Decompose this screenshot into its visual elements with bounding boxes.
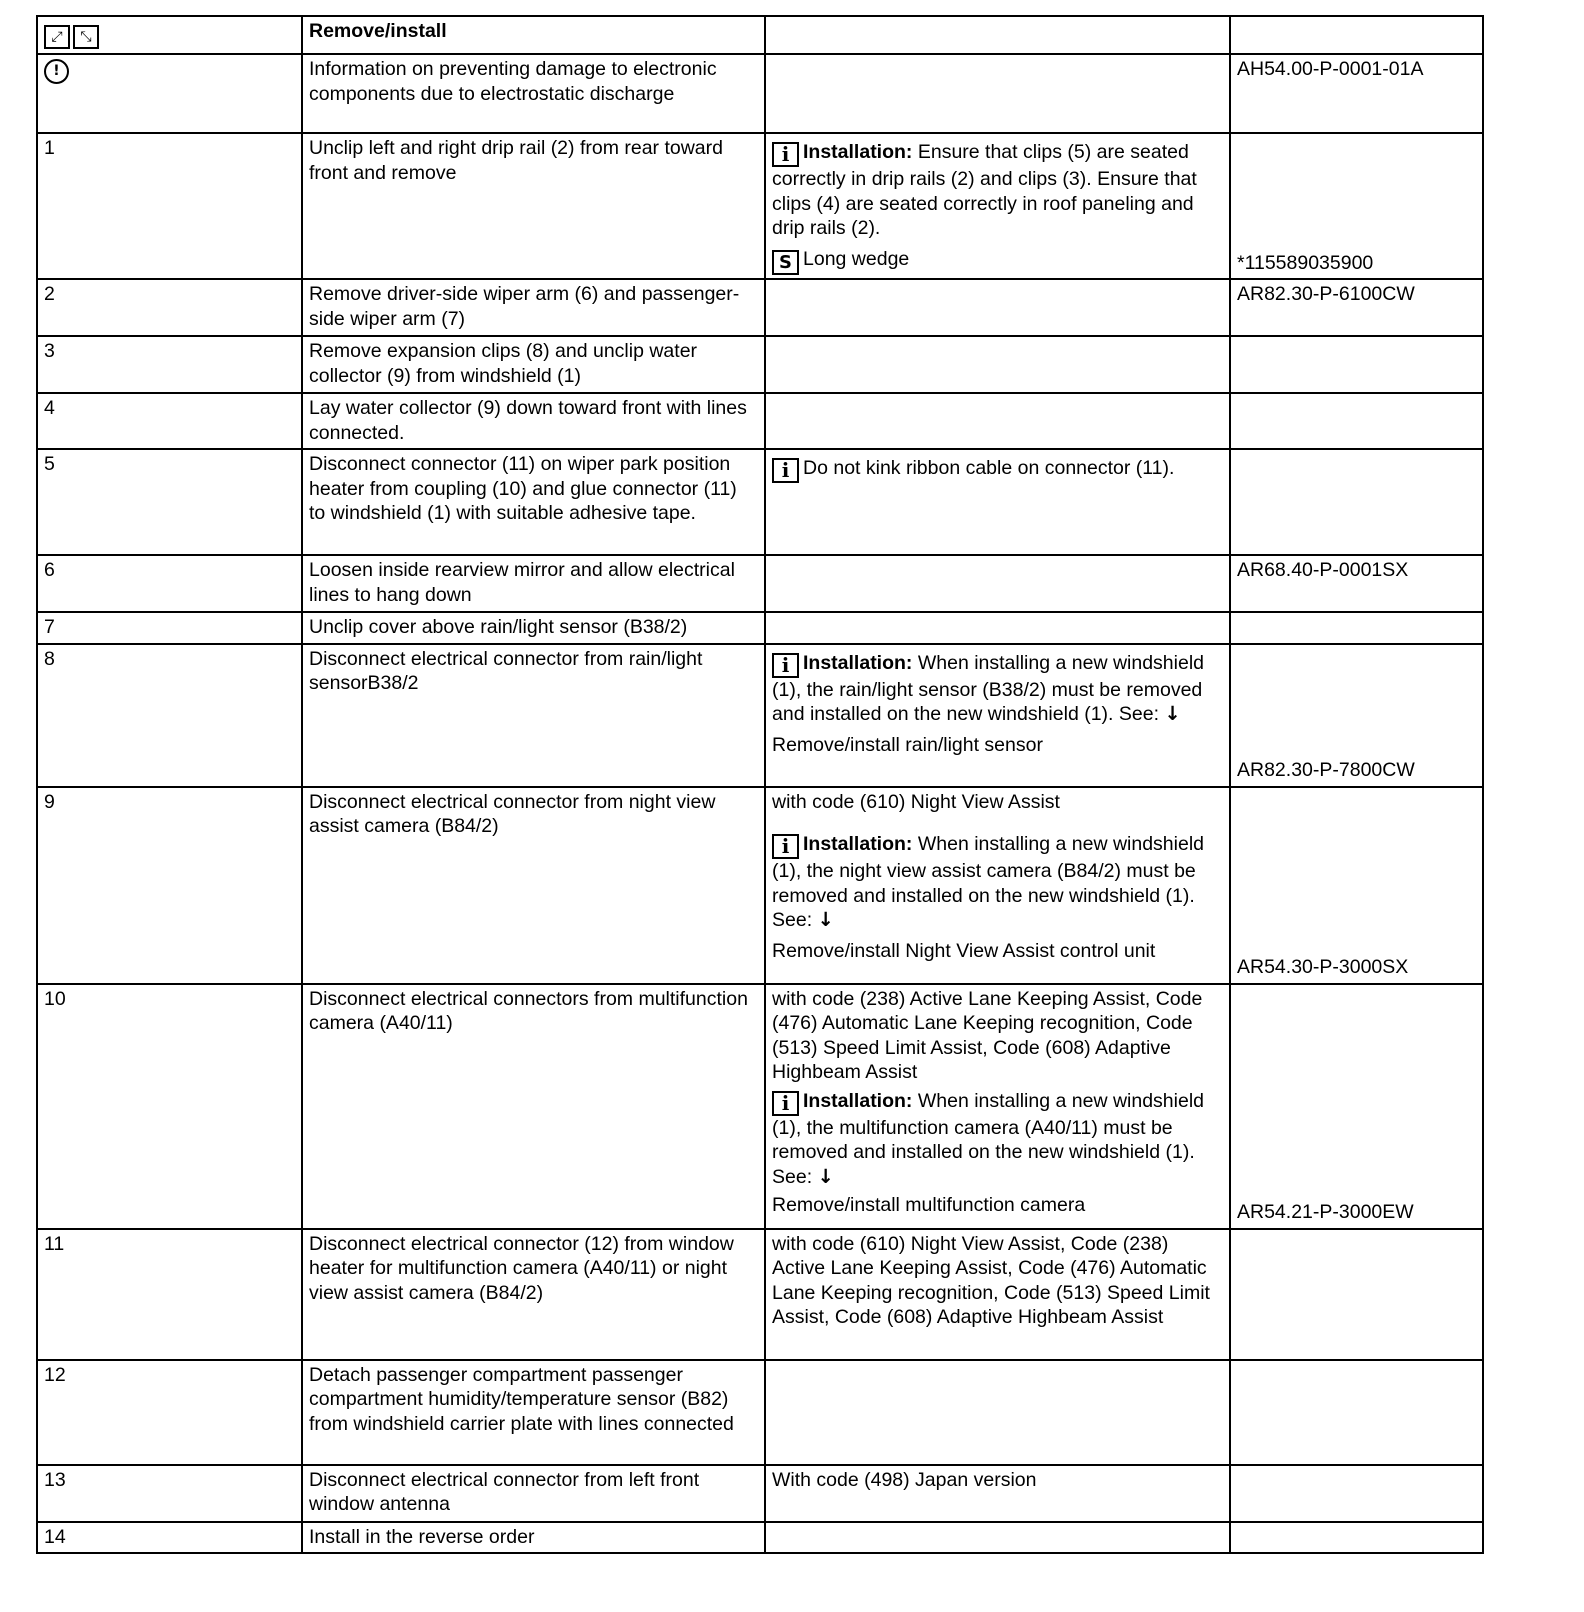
note-cell — [765, 555, 1230, 612]
reference-cell — [1230, 1360, 1483, 1465]
step-number: 6 — [37, 555, 302, 612]
note-text: When installing a new windshield (1), the night view assist camera (B84/2) must be removed and installed on the new windshield (1). See: — [772, 833, 1205, 931]
step-number: 3 — [37, 336, 302, 393]
note-text: Ensure that clips (5) are seated correctly in drip rails (2) and clips (3). Ensure that clips (4) are seated correctly in roof paneling and drip rails (2). — [772, 141, 1197, 239]
info-icon: i — [772, 653, 799, 678]
see-arrow-icon: ↓ — [817, 1164, 834, 1188]
header-title: Remove/install — [302, 16, 765, 54]
step-number: 14 — [37, 1522, 302, 1554]
note-label: Installation: — [803, 651, 913, 674]
table-row-esd — [37, 54, 1483, 133]
reference-link[interactable]: AR54.30-P-3000SX — [1237, 956, 1409, 978]
step-number: 11 — [37, 1229, 302, 1360]
step-number: 13 — [37, 1465, 302, 1522]
note-cell — [765, 133, 1230, 279]
note-cell — [765, 787, 1230, 984]
table-row — [37, 555, 1483, 612]
step-number: 8 — [37, 644, 302, 787]
note-cell — [765, 393, 1230, 449]
step-text: Detach passenger compartment passenger compartment humidity/temperature sensor (B82) from windshield carrier plate with lines connected — [302, 1360, 765, 1465]
info-icon: i — [772, 834, 799, 859]
step-text: Disconnect electrical connector from night view assist camera (B84/2) — [302, 787, 765, 984]
tool-text: Long wedge — [803, 247, 910, 270]
table-row — [37, 612, 1483, 644]
note-text: When installing a new windshield (1), the rain/light sensor (B38/2) must be removed and installed on the new windshield (1). See: — [772, 651, 1205, 725]
info-icon: i — [772, 142, 799, 167]
note-label: Installation: — [803, 833, 913, 855]
step-number: 5 — [37, 449, 302, 555]
step-text: Disconnect connector (11) on wiper park position heater from coupling (10) and glue connector (11) to windshield (1) with suitable adhesive tape. — [302, 449, 765, 555]
step-text: Loosen inside rearview mirror and allow electrical lines to hang down — [302, 555, 765, 612]
header-empty-cell — [1230, 16, 1483, 54]
reference-cell — [1230, 336, 1483, 393]
reference-cell — [1230, 612, 1483, 644]
table-row — [37, 393, 1483, 449]
table-row — [37, 1522, 1483, 1554]
reference-cell — [1230, 787, 1483, 984]
table-row — [37, 449, 1483, 555]
table-row — [37, 133, 1483, 279]
note-cell — [765, 612, 1230, 644]
note-cell — [765, 449, 1230, 555]
note-cell — [765, 1522, 1230, 1554]
esd-warning-icon: ! — [44, 59, 69, 84]
reference-link[interactable]: AR82.30-P-7800CW — [1237, 759, 1415, 781]
note-cell — [765, 1360, 1230, 1465]
note-label: Installation: — [803, 141, 913, 163]
see-text[interactable]: Remove/install rain/light sensor — [772, 733, 1043, 756]
table-row — [37, 787, 1483, 984]
note-cell — [765, 336, 1230, 393]
reference-link[interactable]: AR82.30-P-6100CW — [1230, 279, 1483, 336]
step-number: 12 — [37, 1360, 302, 1465]
step-icon-cell — [37, 54, 302, 133]
note-cell — [765, 984, 1230, 1229]
special-tool-icon: S — [772, 250, 799, 275]
note-cell — [765, 54, 1230, 133]
reference-cell — [1230, 133, 1483, 279]
see-text[interactable]: Remove/install multifunction camera — [772, 1194, 1086, 1216]
reference-cell — [1230, 1522, 1483, 1554]
step-text: Information on preventing damage to electronic components due to electrostatic discharge — [302, 54, 765, 133]
see-text[interactable]: Remove/install Night View Assist control unit — [772, 939, 1156, 962]
see-arrow-icon: ↓ — [817, 908, 834, 931]
table-row — [37, 1465, 1483, 1522]
header-icons-cell — [37, 16, 302, 54]
info-icon: i — [772, 1091, 799, 1116]
code-text: with code (610) Night View Assist, Code (238) Active Lane Keeping Assist, Code (476) Automatic Lane Keeping recognition, Code (513) Speed Limit Assist, Code (608) Adaptive Highbeam Assist — [765, 1229, 1230, 1360]
table-row — [37, 644, 1483, 787]
reference-link[interactable]: *115589035900 — [1237, 251, 1374, 274]
reference-cell — [1230, 1465, 1483, 1522]
header-row — [37, 16, 1483, 54]
procedure-table — [36, 15, 1484, 1554]
reference-cell — [1230, 984, 1483, 1229]
code-text: with code (238) Active Lane Keeping Assist, Code (476) Automatic Lane Keeping recognition, Code (513) Speed Limit Assist, Code (608) Adaptive Highbeam Assist — [772, 987, 1203, 1083]
reference-cell — [1230, 1229, 1483, 1360]
note-cell — [765, 644, 1230, 787]
header-empty-cell — [765, 16, 1230, 54]
table-row — [37, 1229, 1483, 1360]
step-text: Disconnect electrical connector from left front window antenna — [302, 1465, 765, 1522]
step-number: 2 — [37, 279, 302, 336]
step-text: Disconnect electrical connectors from multifunction camera (A40/11) — [302, 984, 765, 1229]
step-text: Unclip left and right drip rail (2) from rear toward front and remove — [302, 133, 765, 279]
step-number: 10 — [37, 984, 302, 1229]
step-number: 7 — [37, 612, 302, 644]
reference-link[interactable]: AR54.21-P-3000EW — [1237, 1201, 1414, 1223]
note-cell — [765, 279, 1230, 336]
expand-icon[interactable]: ⤢ — [44, 25, 70, 49]
reference-link[interactable]: AH54.00-P-0001-01A — [1230, 54, 1483, 133]
reference-link[interactable]: AR68.40-P-0001SX — [1230, 555, 1483, 612]
step-number: 9 — [37, 787, 302, 984]
see-arrow-icon: ↓ — [1164, 702, 1181, 725]
table-row — [37, 1360, 1483, 1465]
note-text: Do not kink ribbon cable on connector (11). — [803, 457, 1175, 479]
step-text: Remove driver-side wiper arm (6) and passenger-side wiper arm (7) — [302, 279, 765, 336]
code-text: With code (498) Japan version — [765, 1465, 1230, 1522]
note-label: Installation: — [803, 1089, 913, 1112]
reference-cell — [1230, 449, 1483, 555]
step-text: Disconnect electrical connector from rain/light sensorB38/2 — [302, 644, 765, 787]
table-row — [37, 336, 1483, 393]
info-icon: i — [772, 458, 799, 483]
step-number: 4 — [37, 393, 302, 449]
reference-cell — [1230, 644, 1483, 787]
step-number: 1 — [37, 133, 302, 279]
collapse-icon[interactable]: ⤡ — [73, 25, 99, 49]
step-text: Unclip cover above rain/light sensor (B38/2) — [302, 612, 765, 644]
note-text: When installing a new windshield (1), the multifunction camera (A40/11) must be removed and installed on the new windshield (1). See: — [772, 1089, 1205, 1188]
step-text: Disconnect electrical connector (12) from window heater for multifunction camera (A40/11) or night view assist camera (B84/2) — [302, 1229, 765, 1360]
code-text: with code (610) Night View Assist — [772, 790, 1060, 813]
table-row — [37, 984, 1483, 1229]
table-row — [37, 279, 1483, 336]
step-text: Remove expansion clips (8) and unclip water collector (9) from windshield (1) — [302, 336, 765, 393]
reference-cell — [1230, 393, 1483, 449]
step-text: Install in the reverse order — [302, 1522, 765, 1554]
step-text: Lay water collector (9) down toward front with lines connected. — [302, 393, 765, 449]
